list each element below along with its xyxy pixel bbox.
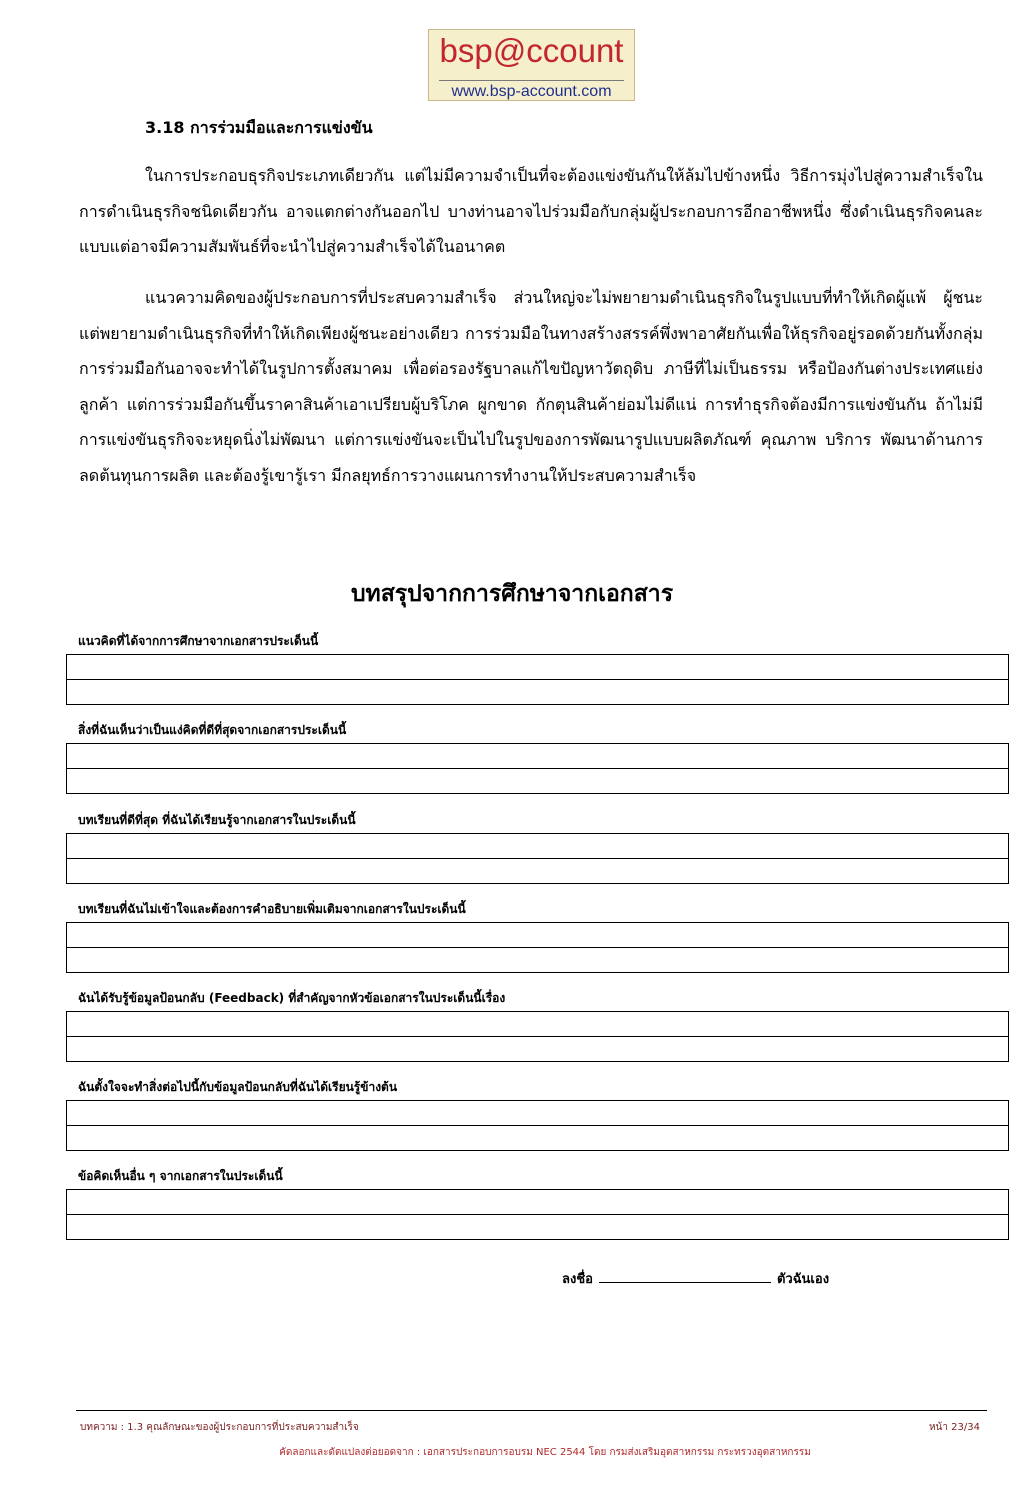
answer-box[interactable] <box>66 1011 1009 1062</box>
body-paragraph-2: แนวความคิดของผู้ประกอบการที่ประสบความสำเร็จ ส่วนใหญ่จะไม่พยายามดำเนินธุรกิจในรูปแบบที่ทำให้เกิดผู้แพ้ ผู้ชนะ แต่พยายามดำเนินธุรกิจที่ทำให้เกิดเพียงผู้ชนะอย่างเดียว การร่วมมือในทางสร้างสรรค์พึ่งพาอาศัยกันเพื่อให้ธุรกิจอยู่รอดด้วยกันทั้งกลุ่ม การร่วมมือกันอาจจะทำได้ในรูปการตั้งสมาคม เพื่อต่อรองรัฐบาลแก้ไขปัญหาวัตถุดิบ ภาษีที่ไม่เป็นธรรม หรือป้องกันต่างประเทศแย่งลูกค้า แต่การร่วมมือกันขึ้นราคาสินค้าเอาเปรียบผู้บริโภค ผูกขาด กักตุนสินค้าย่อมไม่ดีแน่ การทำธุรกิจต้องมีการแข่งขันกัน ถ้าไม่มีการแข่งขันธุรกิจจะหยุดนิ่งไม่พัฒนา แต่การแข่งขันจะเป็นไปในรูปของการพัฒนารูปแบบผลิตภัณฑ์ คุณภาพ บริการ พัฒนาด้านการลดต้นทุนการผลิต และต้องรู้เขารู้เรา มีกลยุทธ์การวางแผนการทำงานให้ประสบความสำเร็จ <box>79 288 983 485</box>
logo-url: www.bsp-account.com <box>451 83 612 100</box>
answer-box[interactable] <box>66 1189 1009 1240</box>
logo-divider <box>439 80 624 81</box>
signature-row <box>562 1268 829 1289</box>
answer-line <box>67 1214 1008 1215</box>
answer-box[interactable] <box>66 743 1009 794</box>
summary-title: บทสรุปจากการศึกษาจากเอกสาร <box>350 581 674 607</box>
answer-line <box>67 1036 1008 1037</box>
question-label: ข้อคิดเห็นอื่น ๆ จากเอกสารในประเด็นนี้ <box>78 1169 283 1183</box>
question-label: บทเรียนที่ดีที่สุด ที่ฉันได้เรียนรู้จากเอกสารในประเด็นนี้ <box>78 813 356 827</box>
footer-divider <box>76 1410 987 1411</box>
answer-line <box>67 858 1008 859</box>
sign-suffix: ตัวฉันเอง <box>776 1272 830 1287</box>
answer-line <box>67 679 1008 680</box>
answer-box[interactable] <box>66 922 1009 973</box>
answer-box[interactable] <box>66 833 1009 884</box>
sign-label: ลงชื่อ <box>562 1272 593 1287</box>
body-paragraph-1: ในการประกอบธุรกิจประเภทเดียวกัน แต่ไม่มีความจำเป็นที่จะต้องแข่งขันกันให้ล้มไปข้างหนึ่ง วิธีการมุ่งไปสู่ความสำเร็จในการดำเนินธุรกิจชนิดเดียวกัน อาจแตกต่างกันออกไป บางท่านอาจไปร่วมมือกับกลุ่มผู้ประกอบการอีกอาชีพหนึ่ง ซึ่งดำเนินธุรกิจคนละแบบแต่อาจมีความสัมพันธ์ที่จะนำไปสู่ความสำเร็จได้ในอนาคต <box>79 166 983 256</box>
question-label: สิ่งที่ฉันเห็นว่าเป็นแง่คิดที่ดีที่สุดจากเอกสารประเด็นนี้ <box>78 723 347 737</box>
question-label: แนวคิดที่ได้จากการศึกษาจากเอกสารประเด็นนี้ <box>78 634 319 648</box>
answer-line <box>67 1125 1008 1126</box>
footer-article: บทความ : 1.3 คุณลักษณะของผู้ประกอบการที่ประสบความสำเร็จ <box>80 1422 359 1433</box>
footer-page-number: หน้า 23/34 <box>928 1422 980 1433</box>
footer-source: คัดลอกและดัดแปลงต่อยอดจาก : เอกสารประกอบการอบรม NEC 2544 โดย กรมส่งเสริมอุตสาหกรรม กระทรวงอุตสาหกรรม <box>279 1447 811 1458</box>
question-label: ฉันตั้งใจจะทำสิ่งต่อไปนี้กับข้อมูลป้อนกลับที่ฉันได้เรียนรู้ข้างต้น <box>78 1080 398 1094</box>
answer-line <box>67 947 1008 948</box>
logo-name: bsp@ccount <box>439 32 624 69</box>
answer-box[interactable] <box>66 654 1009 705</box>
answer-line <box>67 768 1008 769</box>
bsp-account-logo <box>428 29 635 101</box>
signature-line[interactable] <box>599 1270 771 1283</box>
question-label: บทเรียนที่ฉันไม่เข้าใจและต้องการคำอธิบายเพิ่มเติมจากเอกสารในประเด็นนี้ <box>78 902 466 916</box>
question-label: ฉันได้รับรู้ข้อมูลป้อนกลับ (Feedback) ที่สำคัญจากหัวข้อเอกสารในประเด็นนี้เรื่อง <box>78 991 506 1005</box>
section-heading: 3.18 การร่วมมือและการแข่งขัน <box>145 118 373 137</box>
answer-box[interactable] <box>66 1100 1009 1151</box>
